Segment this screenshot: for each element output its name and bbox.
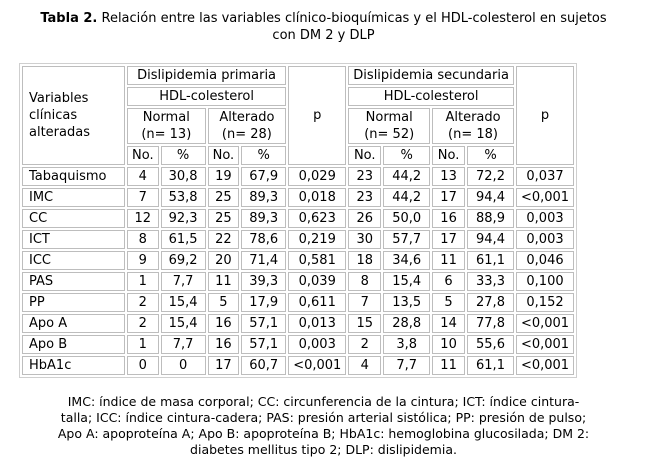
- header-altered-primary-n: (n= 28): [221, 127, 272, 142]
- table-cell: 50,0: [383, 209, 430, 228]
- table-cell: 0,037: [516, 167, 574, 186]
- table-cell: 0,611: [288, 293, 346, 312]
- table-cell: 20: [208, 251, 240, 270]
- table-cell: 71,4: [241, 251, 286, 270]
- table-cell: 61,5: [161, 230, 206, 249]
- table-cell: 1: [127, 335, 159, 354]
- table-cell: 4: [127, 167, 159, 186]
- table-cell: 30: [348, 230, 381, 249]
- table-cell: 94,4: [467, 188, 514, 207]
- footnote-line4: diabetes mellitus tipo 2; DLP: dislipidemia.: [190, 442, 457, 457]
- table-cell: 92,3: [161, 209, 206, 228]
- header-hdl-secondary: HDL-colesterol: [348, 87, 514, 106]
- table-row: [22, 167, 574, 186]
- table-cell: 0,018: [288, 188, 346, 207]
- table-cell: <0,001: [516, 335, 574, 354]
- table-cell: 16: [208, 314, 240, 333]
- row-label: Apo B: [22, 335, 125, 354]
- table-row: [22, 251, 574, 270]
- table-cell: 0,046: [516, 251, 574, 270]
- table-cell: 2: [348, 335, 381, 354]
- table-cell: 67,9: [241, 167, 286, 186]
- table-body: [22, 167, 574, 375]
- header-pct: %: [161, 146, 206, 165]
- header-altered-secondary-label: Alterado: [445, 110, 501, 125]
- table-row: [22, 335, 574, 354]
- table-cell: 4: [348, 356, 381, 375]
- table-cell: 69,2: [161, 251, 206, 270]
- table-cell: 44,2: [383, 188, 430, 207]
- table-cell: 30,8: [161, 167, 206, 186]
- row-label: PAS: [22, 272, 125, 291]
- table-cell: 89,3: [241, 209, 286, 228]
- table-cell: 17: [432, 188, 465, 207]
- header-no: No.: [127, 146, 159, 165]
- table-cell: 0: [161, 356, 206, 375]
- row-label: ICT: [22, 230, 125, 249]
- table-cell: 15,4: [161, 293, 206, 312]
- table-cell: 55,6: [467, 335, 514, 354]
- table-cell: 5: [432, 293, 465, 312]
- table-cell: 15,4: [383, 272, 430, 291]
- header-normal-primary: [127, 108, 206, 144]
- table-cell: 61,1: [467, 356, 514, 375]
- table-cell: 0,013: [288, 314, 346, 333]
- table-cell: 10: [432, 335, 465, 354]
- header-altered-primary: [208, 108, 287, 144]
- row-label: Tabaquismo: [22, 167, 125, 186]
- table-label: Tabla 2.: [40, 11, 98, 26]
- row-label: Apo A: [22, 314, 125, 333]
- row-label: CC: [22, 209, 125, 228]
- data-table: [20, 64, 576, 377]
- table-cell: 39,3: [241, 272, 286, 291]
- table-cell: 0,029: [288, 167, 346, 186]
- table-row: [22, 188, 574, 207]
- table-cell: 89,3: [241, 188, 286, 207]
- table-cell: 0,100: [516, 272, 574, 291]
- table-cell: 26: [348, 209, 381, 228]
- table-cell: 44,2: [383, 167, 430, 186]
- table-cell: 11: [432, 356, 465, 375]
- header-normal-secondary-label: Normal: [365, 110, 413, 125]
- table-cell: 0,003: [516, 230, 574, 249]
- table-cell: 34,6: [383, 251, 430, 270]
- header-no: No.: [208, 146, 240, 165]
- table-cell: 25: [208, 209, 240, 228]
- table-cell: 1: [127, 272, 159, 291]
- table-cell: 0,003: [516, 209, 574, 228]
- header-no: No.: [432, 146, 465, 165]
- table-cell: 17: [432, 230, 465, 249]
- header-normal-primary-n: (n= 13): [141, 127, 192, 142]
- table-cell: 0,581: [288, 251, 346, 270]
- table-cell: <0,001: [516, 188, 574, 207]
- table-cell: 22: [208, 230, 240, 249]
- table-cell: <0,001: [288, 356, 346, 375]
- table-cell: 17: [208, 356, 240, 375]
- table-cell: 60,7: [241, 356, 286, 375]
- table-cell: 0,623: [288, 209, 346, 228]
- table-cell: 6: [432, 272, 465, 291]
- header-normal-secondary: [348, 108, 430, 144]
- table-cell: 0,219: [288, 230, 346, 249]
- header-altered-secondary-n: (n= 18): [448, 127, 498, 142]
- table-cell: 53,8: [161, 188, 206, 207]
- header-p-secondary: p: [516, 66, 574, 165]
- footnote: [10, 394, 637, 458]
- table-cell: 13: [432, 167, 465, 186]
- table-title: [0, 10, 647, 44]
- table-cell: 16: [208, 335, 240, 354]
- table-cell: 7: [348, 293, 381, 312]
- table-cell: 5: [208, 293, 240, 312]
- table-cell: 8: [127, 230, 159, 249]
- table-cell: 0,152: [516, 293, 574, 312]
- header-pct: %: [467, 146, 514, 165]
- row-label: HbA1c: [22, 356, 125, 375]
- header-normal-primary-label: Normal: [142, 110, 190, 125]
- header-no: No.: [348, 146, 381, 165]
- table-row: [22, 356, 574, 375]
- header-hdl-primary: HDL-colesterol: [127, 87, 286, 106]
- table-cell: 15,4: [161, 314, 206, 333]
- table-cell: 11: [432, 251, 465, 270]
- table-cell: 27,8: [467, 293, 514, 312]
- table-cell: 0: [127, 356, 159, 375]
- header-pct: %: [241, 146, 286, 165]
- table-cell: 61,1: [467, 251, 514, 270]
- table-cell: 18: [348, 251, 381, 270]
- footnote-line1: IMC: índice de masa corporal; CC: circunferencia de la cintura; ICT: índice cintura-: [67, 394, 580, 409]
- table-cell: 8: [348, 272, 381, 291]
- table-cell: 72,2: [467, 167, 514, 186]
- table-cell: 12: [127, 209, 159, 228]
- header-pct: %: [383, 146, 430, 165]
- table-row: [22, 293, 574, 312]
- footnote-line3: Apo A: apoproteína A; Apo B: apoproteína B; HbA1c: hemoglobina glucosilada; DM 2:: [57, 426, 590, 441]
- table-cell: 0,039: [288, 272, 346, 291]
- table-cell: 23: [348, 167, 381, 186]
- header-normal-secondary-n: (n= 52): [364, 127, 415, 142]
- title-text-line1: Relación entre las variables clínico-bioquímicas y el HDL-colesterol en sujetos: [101, 11, 607, 26]
- table-cell: 78,6: [241, 230, 286, 249]
- table-cell: 7,7: [383, 356, 430, 375]
- table-row: [22, 272, 574, 291]
- table-cell: 23: [348, 188, 381, 207]
- table-cell: 17,9: [241, 293, 286, 312]
- header-altered-secondary: [432, 108, 514, 144]
- header-group-secondary: Dislipidemia secundaria: [348, 66, 514, 85]
- table-cell: 28,8: [383, 314, 430, 333]
- row-label: IMC: [22, 188, 125, 207]
- table-cell: 7,7: [161, 272, 206, 291]
- title-text-line2: con DM 2 y DLP: [272, 28, 375, 43]
- table-cell: 19: [208, 167, 240, 186]
- table-row: [22, 230, 574, 249]
- table-cell: 57,7: [383, 230, 430, 249]
- header-p-primary: p: [288, 66, 346, 165]
- table-cell: 14: [432, 314, 465, 333]
- table-cell: 2: [127, 314, 159, 333]
- table-cell: 57,1: [241, 335, 286, 354]
- table-cell: 88,9: [467, 209, 514, 228]
- table-row: [22, 209, 574, 228]
- table-cell: 9: [127, 251, 159, 270]
- header-group-primary: Dislipidemia primaria: [127, 66, 286, 85]
- table-cell: 15: [348, 314, 381, 333]
- table-cell: 11: [208, 272, 240, 291]
- header-variables: Variables clínicas alteradas: [22, 66, 125, 165]
- footnote-line2: talla; ICC: índice cintura-cadera; PAS: presión arterial sistólica; PP: presión de pulso;: [60, 410, 587, 425]
- table-row: [22, 314, 574, 333]
- table-cell: 57,1: [241, 314, 286, 333]
- table-cell: 0,003: [288, 335, 346, 354]
- header-altered-primary-label: Alterado: [219, 110, 275, 125]
- table-cell: 7: [127, 188, 159, 207]
- table-cell: 2: [127, 293, 159, 312]
- row-label: PP: [22, 293, 125, 312]
- row-label: ICC: [22, 251, 125, 270]
- table-cell: 94,4: [467, 230, 514, 249]
- table-cell: 33,3: [467, 272, 514, 291]
- table-cell: 16: [432, 209, 465, 228]
- table-cell: 77,8: [467, 314, 514, 333]
- table-cell: 3,8: [383, 335, 430, 354]
- table-cell: 25: [208, 188, 240, 207]
- table-cell: <0,001: [516, 314, 574, 333]
- table-cell: 7,7: [161, 335, 206, 354]
- table-cell: <0,001: [516, 356, 574, 375]
- table-cell: 13,5: [383, 293, 430, 312]
